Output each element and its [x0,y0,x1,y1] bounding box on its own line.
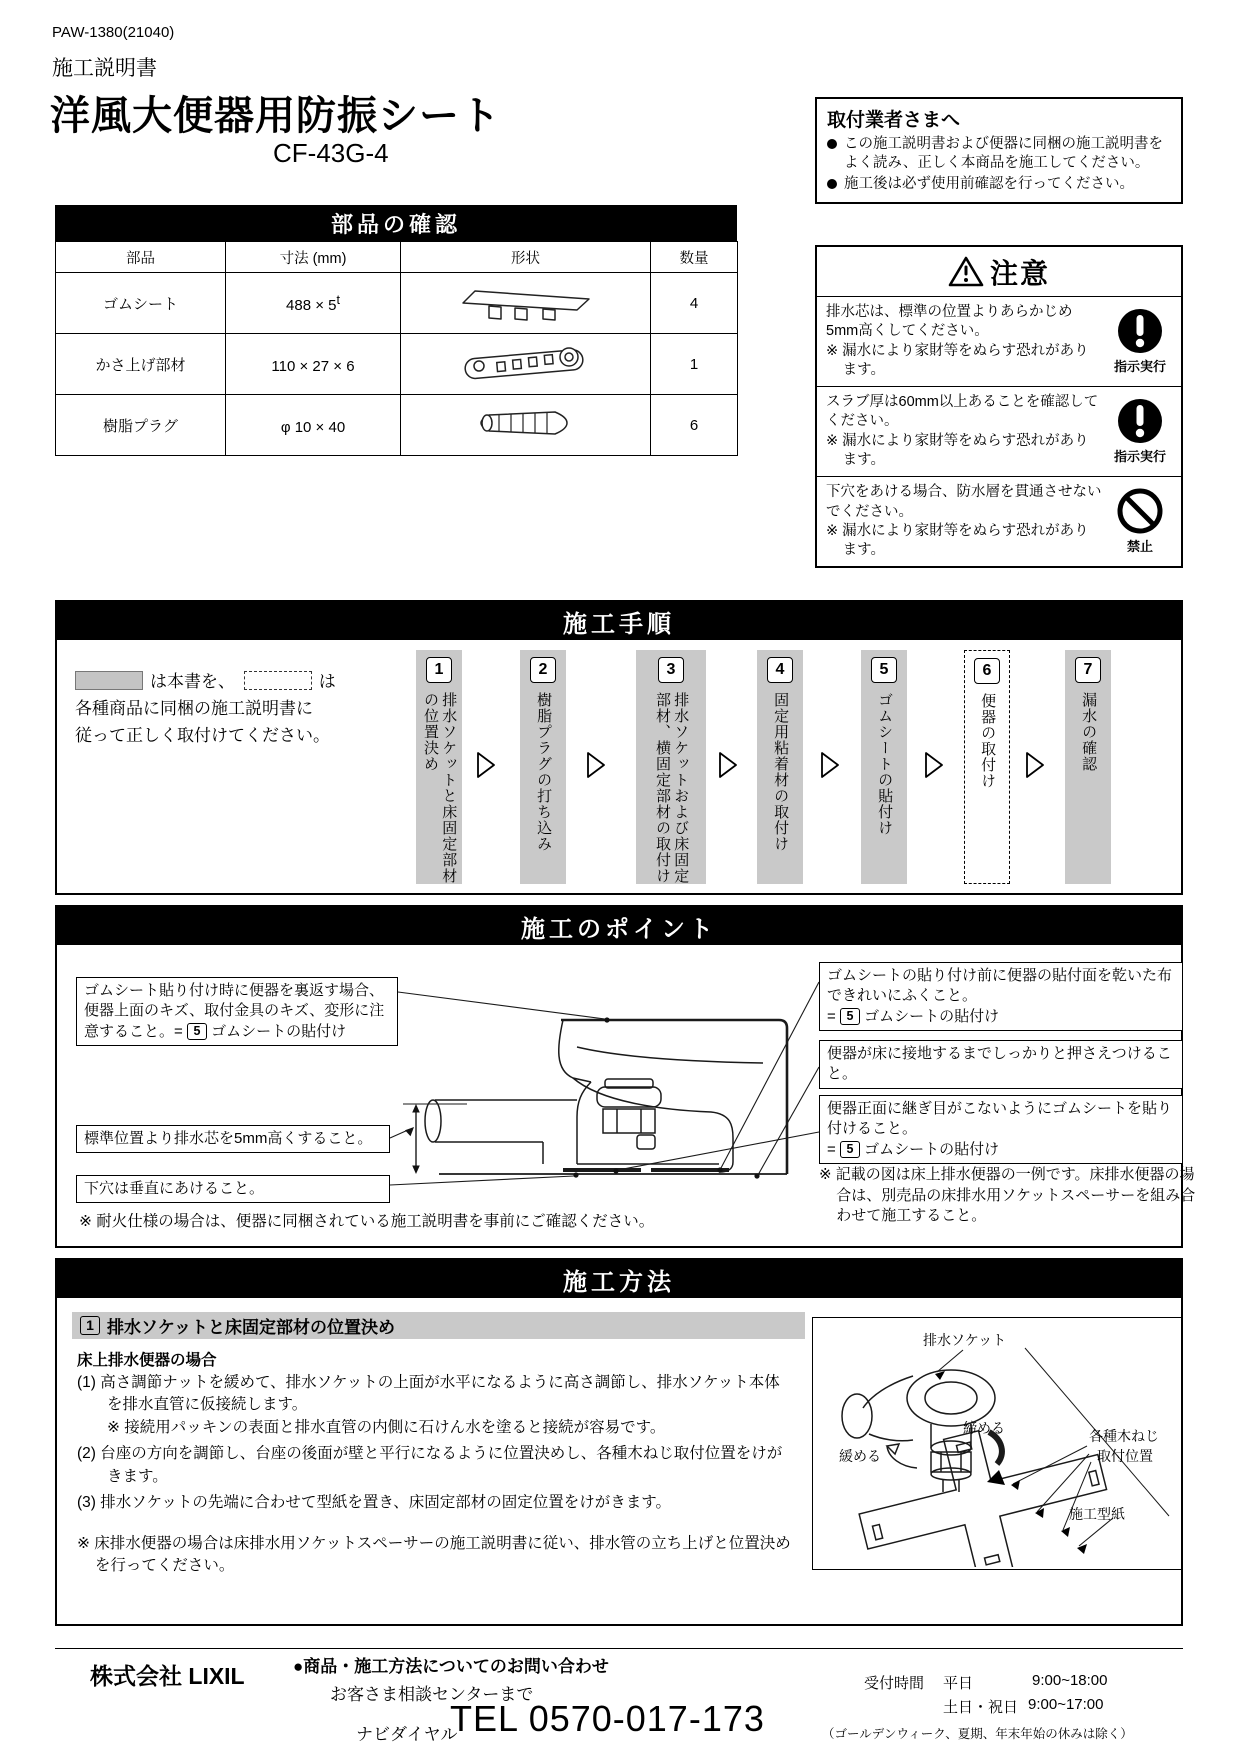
legend-text: は本書を、 [150,672,235,691]
parts-check-section [55,205,737,456]
table-row [56,395,738,456]
callout-text: ゴムシート貼り付け時に便器を裏返す場合、便器上面のキズ、取付金具のキズ、変形に注意すること。= [84,982,385,1040]
step-number: 6 [974,658,1000,684]
parts-section-title: 部品の確認 [55,205,737,241]
method-steps-text [77,1372,792,1578]
equals-sign: = [827,1140,836,1158]
part-qty: 1 [651,334,738,395]
part-size: φ 10 × 40 [226,395,401,456]
step-arrow-icon [717,750,739,780]
dial-label: ナビダイヤル [356,1725,458,1744]
procedure-section [55,600,1183,895]
col-header-shape: 形状 [401,242,651,273]
step-arrow-icon [1024,750,1046,780]
caution-box [815,245,1183,568]
part-name: 樹脂プラグ [56,395,226,456]
step-ref-label: ゴムシートの貼付け [211,1022,347,1040]
callout-text: 下穴は垂直にあけること。 [84,1180,265,1197]
weekend-label: 土日・祝日 [943,1699,1019,1716]
callout-wipe-surface [819,962,1183,1031]
caution-text: スラブ厚は60mm以上あることを確認してください。 [826,394,1099,430]
step-arrow-icon [585,750,607,780]
procedure-legend [75,668,375,750]
installer-notice-item [827,175,1171,194]
document-type: 施工説明書 [52,57,157,80]
caution-item [817,296,1181,386]
template-label: 施工型紙 [1069,1506,1125,1522]
callout-pilot-hole [76,1175,390,1203]
procedure-step-3 [636,650,706,884]
part-size: $488 \times 5^t$ [226,273,401,334]
callout-text: 便器正面に継ぎ目がこないようにゴムシートを貼り付けること。 [827,1100,1173,1138]
table-row [56,273,738,334]
part-shape [401,273,651,334]
caution-note: ※ 漏水により家財等をぬらす恐れがあります。 [826,432,1089,468]
bullet-icon [827,139,837,149]
document-code: PAW-1380(21040) [52,24,175,41]
step-number: 2 [530,657,556,683]
loosen-label: 緩める [839,1448,881,1464]
installer-notice-text: この施工説明書および便器に同梱の施工説明書をよく読み、正しく本商品を施工してください。 [844,136,1163,172]
step-label: 漏水の確認 [1080,692,1098,772]
step-label: 排水ソケットおよび床固定部材、横固定部材の取付け [654,692,690,884]
screw-position-label-1: 各種木ねじ [1089,1428,1159,1444]
drain-socket-diagram [812,1317,1182,1570]
callout-text: 標準位置より排水芯を5mm高くすること。 [84,1130,373,1147]
part-size: 110 × 27 × 6 [226,334,401,395]
procedure-step-6 [964,650,1010,884]
method-section-title: 施工方法 [57,1260,1181,1298]
procedure-step-5 [861,650,907,884]
installer-notice-item [827,135,1171,173]
parts-table [55,241,738,456]
screw-position-label-2: 取付位置 [1097,1448,1153,1464]
step-number: 1 [426,657,452,683]
part-name: ゴムシート [56,273,226,334]
hours-note: （ゴールデンウィーク、夏期、年末年始の休みは除く） [822,1727,1133,1741]
step-ref-number: 5 [840,1141,860,1158]
floor-drain-method-note: ※ 床排水便器の場合は床排水用ソケットスペーサーの施工説明書に従い、排水管の立ち上げと位置決めを行ってください。 [77,1534,791,1575]
phone-number: TEL 0570-017-173 [450,1698,765,1739]
method-step-1: (1) 高さ調節ナットを緩めて、排水ソケットの上面が水平になるように高さ調節し、排水ソケット本体を排水直管に仮接続します。 [77,1374,780,1414]
procedure-step-4 [757,650,803,884]
method-subsection-header [72,1312,805,1339]
model-number: CF-43G-4 [273,138,389,168]
step-number: 7 [1075,657,1101,683]
icon-label: 禁止 [1126,539,1153,555]
installer-notice-title: 取付業者さまへ [827,110,961,131]
case-title: 床上排水便器の場合 [77,1352,217,1369]
riser-part-shape-icon [451,340,601,384]
callout-drain-height [76,1125,390,1153]
points-section [55,905,1196,1248]
caution-text: 下穴をあける場合、防水層を貫通させないでください。 [826,484,1102,520]
step-arrow-icon [475,750,497,780]
footer-divider [55,1648,1183,1649]
step-label: ゴムシートの貼付け [876,692,894,836]
method-step-2: (2) 台座の方向を調節し、台座の後面が壁と平行になるように位置決めし、各種木ねじ取付位置をけがきます。 [77,1445,783,1485]
bullet-icon [827,179,837,189]
method-step-3: (3) 排水ソケットの先端に合わせて型紙を置き、床固定部材の固定位置をけがきます。 [77,1494,671,1512]
col-header-part: 部品 [56,242,226,273]
step-label: 便器の取付け [979,693,997,789]
tighten-label: 締める [963,1420,1005,1436]
prohibition-icon [1117,488,1163,534]
part-name: かさ上げ部材 [56,334,226,395]
step-label: 樹脂プラグの打ち込み [535,692,553,852]
part-shape [401,395,651,456]
procedure-step-7 [1065,650,1111,884]
legend-text: 各種商品に同梱の施工説明書に [75,699,313,719]
installer-notice-text: 施工後は必ず使用前確認を行ってください。 [844,176,1134,193]
method-section [55,1258,1183,1626]
do-instruction-icon [1117,398,1163,444]
procedure-step-2 [520,650,566,884]
rubber-sheet-shape-icon [451,279,601,323]
method-step-1-note: ※ 接続用パッキンの表面と排水直管の内側に石けん水を塗ると接続が容易です。 [107,1418,666,1436]
step-arrow-icon [923,750,945,780]
installer-notice-box [815,97,1183,204]
contact-center: お客さま相談センターまで [330,1685,534,1704]
company-name: 株式会社 LIXIL [90,1663,245,1689]
callout-press-down [819,1040,1183,1089]
socket-label: 排水ソケット [923,1332,1007,1348]
step-ref-number: 5 [840,1008,860,1025]
col-header-qty: 数量 [651,242,738,273]
callout-text: ゴムシートの貼り付け前に便器の貼付面を乾いた布できれいにふくこと。 [827,967,1173,1005]
weekday-label: 平日 [943,1675,974,1692]
contact-title: ●商品・施工方法についてのお問い合わせ [293,1657,609,1676]
included-manual-swatch [244,671,312,690]
caution-item [817,386,1181,476]
floor-drain-note: ※ 記載の図は床上排水便器の一例です。床排水便器の場合は、別売品の床排水用ソケットスペーサーを組み合わせて施工すること。 [819,1166,1196,1225]
caution-item [817,476,1181,566]
step-ref-label: ゴムシートの貼付け [864,1007,1000,1025]
do-instruction-icon [1117,308,1163,354]
step-ref-number: 1 [80,1316,100,1335]
step-label: 排水ソケットと床固定部材の位置決め [422,692,458,884]
part-shape [401,334,651,395]
caution-text: 排水芯は、標準の位置よりあらかじめ5mm高くしてください。 [826,304,1073,340]
caution-header [817,247,1181,296]
method-subsection-title: 排水ソケットと床固定部材の位置決め [107,1318,395,1337]
step-ref-number: 5 [187,1023,207,1040]
fireproof-note: ※ 耐火仕様の場合は、便器に同梱されている施工説明書を事前にご確認ください。 [79,1213,655,1230]
table-row [56,334,738,395]
icon-label: 指示実行 [1113,359,1166,375]
caution-title: 注意 [989,258,1050,289]
callout-text: 便器が床に接地するまでしっかりと押さえつけること。 [827,1045,1172,1083]
col-header-size: 寸法 (mm) [226,242,401,273]
legend-text: 従って正しく取付けてください。 [75,726,330,746]
this-document-swatch [75,671,143,690]
part-qty: 4 [651,273,738,334]
caution-note: ※ 漏水により家財等をぬらす恐れがあります。 [826,342,1089,378]
step-number: 4 [767,657,793,683]
callout-no-seam-front [819,1095,1183,1164]
procedure-step-1 [416,650,462,884]
weekday-hours: 9:00~18:00 [1032,1672,1108,1689]
icon-label: 指示実行 [1113,449,1166,465]
page-title: 洋風大便器用防振シート [50,94,501,138]
hours-label: 受付時間 [864,1675,925,1692]
caution-note: ※ 漏水により家財等をぬらす恐れがあります。 [826,522,1089,559]
step-arrow-icon [819,750,841,780]
part-qty: 6 [651,395,738,456]
step-label: 固定用粘着材の取付け [772,692,790,852]
step-number: 5 [871,657,897,683]
warning-triangle-icon [948,256,984,288]
legend-text: は [318,672,336,691]
equals-sign: = [827,1007,836,1025]
callout-rubber-sheet-flip [76,977,398,1046]
procedure-section-title: 施工手順 [57,602,1181,640]
resin-plug-shape-icon [451,401,601,445]
weekend-hours: 9:00~17:00 [1028,1696,1104,1713]
step-ref-label: ゴムシートの貼付け [864,1140,1000,1158]
points-section-title: 施工のポイント [57,907,1181,945]
step-number: 3 [658,657,684,683]
